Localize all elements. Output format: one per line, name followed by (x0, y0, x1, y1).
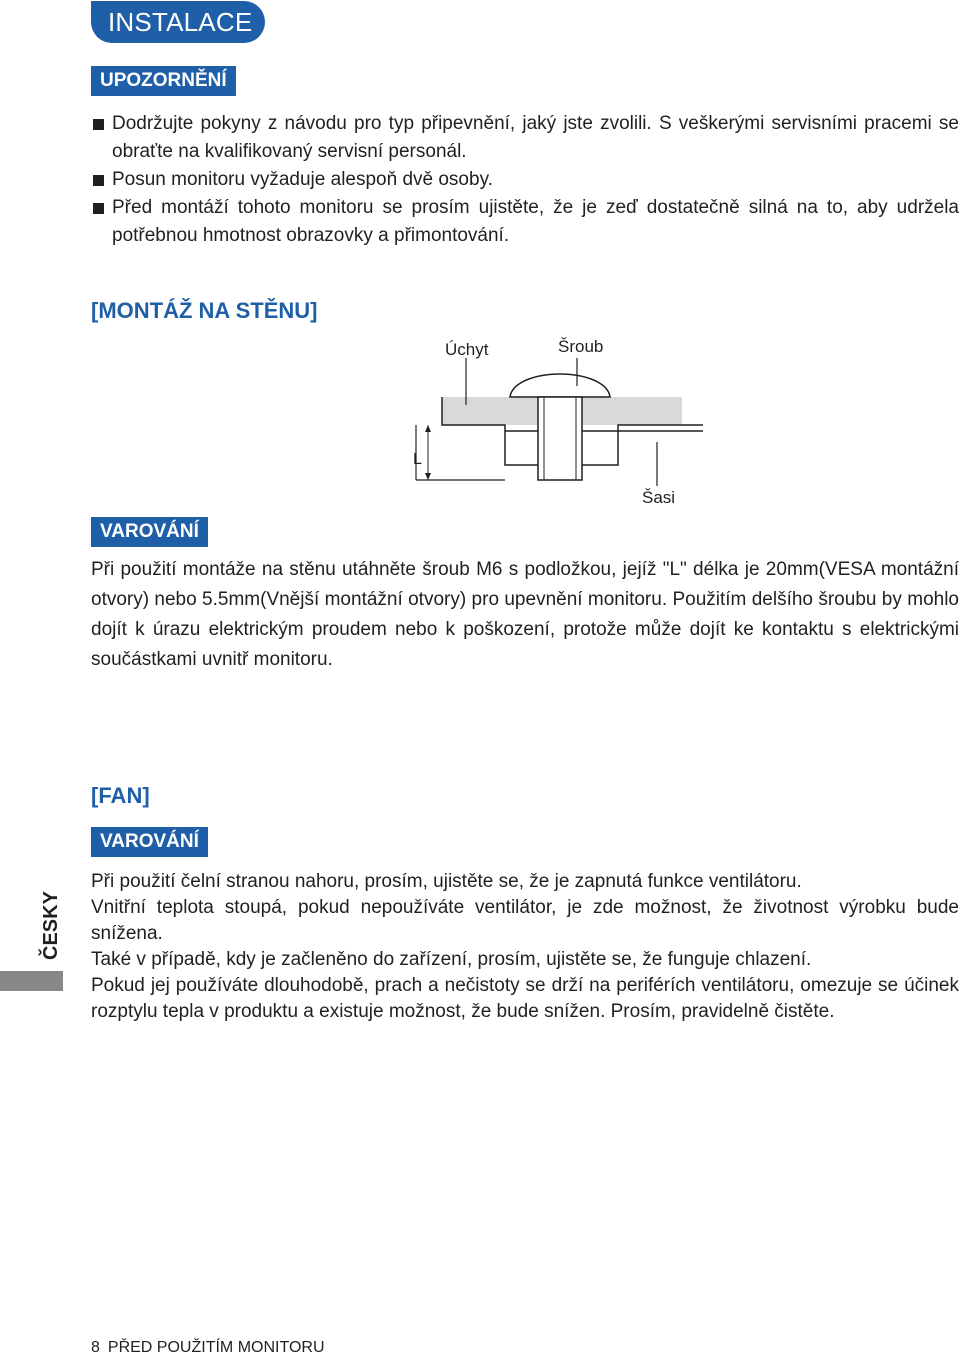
wall-mount-diagram (400, 330, 720, 510)
page-number: 8 (91, 1339, 100, 1356)
language-tab (0, 971, 63, 991)
language-tab-label: ČESKY (40, 891, 62, 960)
list-item: Před montáží tohoto monitoru se prosím ujistěte, že je zeď dostatečně silná na to, aby udržela potřebnou hmotnost obrazovky a přimontování. (91, 194, 959, 250)
length-label: L (413, 451, 422, 468)
chassis-label: Šasi (642, 488, 676, 507)
list-item: Posun monitoru vyžaduje alespoň dvě osoby. (91, 166, 959, 194)
wall-mount-warning-label: VAROVÁNÍ (91, 517, 208, 547)
fan-warning-label: VAROVÁNÍ (91, 827, 208, 857)
screw-head (510, 374, 610, 397)
fan-warning-text (91, 869, 959, 1025)
page-footer (91, 1339, 325, 1357)
wall-mount-warning-text: Při použití montáže na stěnu utáhněte šroub M6 s podložkou, jejíž "L" délka je 20mm(VESA montážní otvory) nebo 5.5mm(Vnější montážní otvory) pro upevnění monitoru. Použitím delšího šroubu by mohlo dojít k úrazu elektrickým proudem nebo k poškození, protože může dojít ke kontaktu s elektrickými součástkami uvnitř monitoru. (91, 559, 959, 670)
wall-mount-title: [MONTÁŽ NA STĚNU] (91, 298, 318, 323)
dimension-arrow-icon (425, 473, 431, 480)
square-bullet-icon (93, 175, 104, 186)
page-title: INSTALACE (91, 1, 265, 43)
screw-label: Šroub (558, 337, 604, 356)
caution-list (91, 110, 959, 250)
fan-title: [FAN] (91, 783, 150, 808)
fan-paragraph: Také v případě, kdy je začleněno do zařízení, prosím, ujistěte se, že funguje chlazení. (91, 949, 812, 970)
footer-section: PŘED POUŽITÍM MONITORU (107, 1339, 325, 1356)
bracket-label: Úchyt (445, 340, 489, 359)
list-item: Dodržujte pokyny z návodu pro typ připevnění, jaký jste zvolili. S veškerými servisními pracemi se obraťte na kvalifikovaný servisní personál. (91, 110, 959, 166)
fan-paragraph: Vnitřní teplota stoupá, pokud nepoužíváte ventilátor, je zde možnost, že životnost výrobku bude snížena. (91, 897, 959, 944)
screw-shaft (538, 397, 582, 480)
dimension-arrow-icon (425, 425, 431, 432)
square-bullet-icon (93, 119, 104, 130)
caution-label: UPOZORNĚNÍ (91, 66, 236, 96)
square-bullet-icon (93, 203, 104, 214)
fan-paragraph: Pokud jej používáte dlouhodobě, prach a nečistoty se drží na periférích ventilátoru, omezuje se účinek rozptylu tepla v produktu a existuje možnost, že bude snížen. Prosím, pravidelně čistěte. (91, 975, 959, 1022)
fan-paragraph: Při použití čelní stranou nahoru, prosím, ujistěte se, že je zapnutá funkce ventilátoru. (91, 871, 802, 892)
